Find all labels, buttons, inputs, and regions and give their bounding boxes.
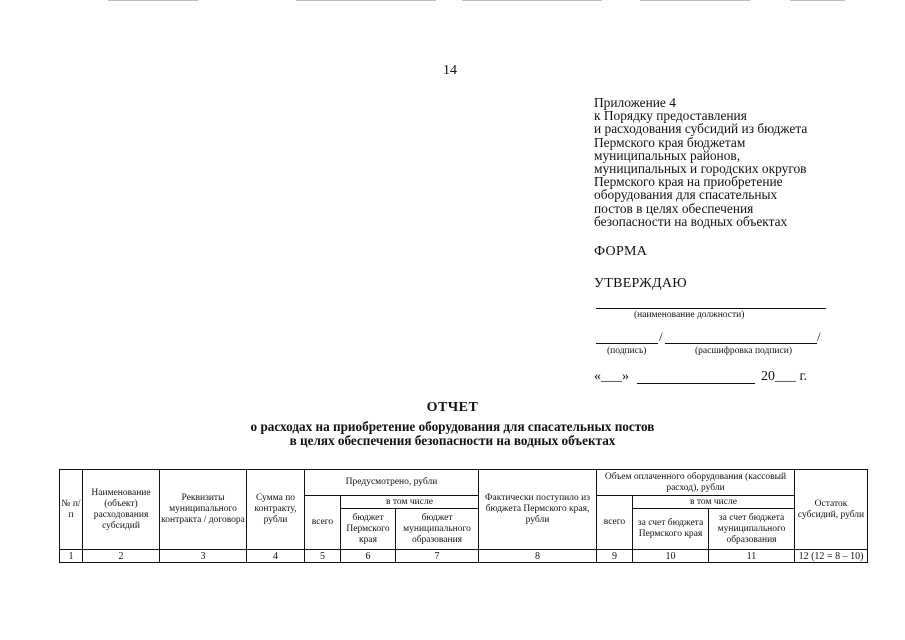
appendix-header [594,96,894,228]
header-planned-total: всего [305,496,341,550]
header-contract: Реквизиты муниципального контракта / договора [160,470,247,550]
header-num: № п/п [60,470,83,550]
appendix-line: постов в целях обеспечения [594,200,754,216]
header-sum: Сумма по контракту, рубли [247,470,305,550]
column-number: 10 [633,550,709,563]
report-subtitle [0,420,905,447]
header-remainder: Остаток субсидий, рубли [795,470,868,550]
appendix-line: муниципальных районов, [594,147,741,163]
column-number: 7 [396,550,479,563]
column-number: 9 [597,550,633,563]
appendix-line: оборудования для спасательных [594,187,778,203]
header-name: Наименование (объект) расходования субсидий [83,470,160,550]
header-paid-municipal: за счет бюджета муниципального образования [709,509,795,550]
position-line [596,308,826,309]
approve-label: УТВЕРЖДАЮ [594,276,687,291]
scan-artifact [296,0,436,1]
date-month-line [637,383,755,384]
column-number: 8 [479,550,597,563]
scan-artifact [790,0,845,1]
signature-line [596,343,658,344]
header-planned-including: в том числе [341,496,479,509]
signature-separator: / [659,329,663,344]
column-number: 5 [305,550,341,563]
column-number: 2 [83,550,160,563]
appendix-line: и расходования субсидий из бюджета [594,121,808,137]
appendix-line: Приложение 4 [594,95,676,110]
date-day: «___» [594,369,629,384]
date-year: 20___ г. [761,369,808,384]
signature-caption: (подпись) [607,346,647,356]
scan-artifact [640,0,750,1]
appendix-line: безопасности на водных объектах [594,213,788,229]
header-planned-regional: бюджет Пермского края [341,509,396,550]
column-number-row [60,550,868,563]
report-table [59,469,868,563]
report-subtitle-line: о расходах на приобретение оборудования для спасательных постов [250,419,655,434]
column-number: 4 [247,550,305,563]
appendix-line: к Порядку предоставления [594,108,747,124]
decoding-caption: (расшифровка подписи) [695,346,792,356]
signature-separator: / [817,329,821,344]
appendix-line: Пермского края бюджетам [594,134,746,150]
header-paid: Объем оплаченного оборудования (кассовый расход), рубли [597,470,795,496]
header-paid-including: в том числе [633,496,795,509]
column-number: 3 [160,550,247,563]
header-received: Фактически поступило из бюджета Пермского края, рубли [479,470,597,550]
form-label: ФОРМА [594,244,648,259]
appendix-line: Пермского края на приобретение [594,174,783,190]
header-planned: Предусмотрено, рубли [305,470,479,496]
column-number: 12 (12 = 8 – 10) [795,550,868,563]
page-number: 14 [443,63,457,78]
decoding-line [665,343,817,344]
column-number: 6 [341,550,396,563]
header-paid-total: всего [597,496,633,550]
column-number: 11 [709,550,795,563]
appendix-line: муниципальных и городских округов [594,161,807,177]
scan-artifact [108,0,198,1]
column-number: 1 [60,550,83,563]
report-subtitle-line: в целях обеспечения безопасности на водных объектах [289,432,616,448]
scan-artifact [462,0,602,1]
header-planned-municipal: бюджет муниципального образования [396,509,479,550]
report-title: ОТЧЕТ [426,400,479,415]
position-caption: (наименование должности) [634,310,745,320]
header-paid-regional: за счет бюджета Пермского края [633,509,709,550]
